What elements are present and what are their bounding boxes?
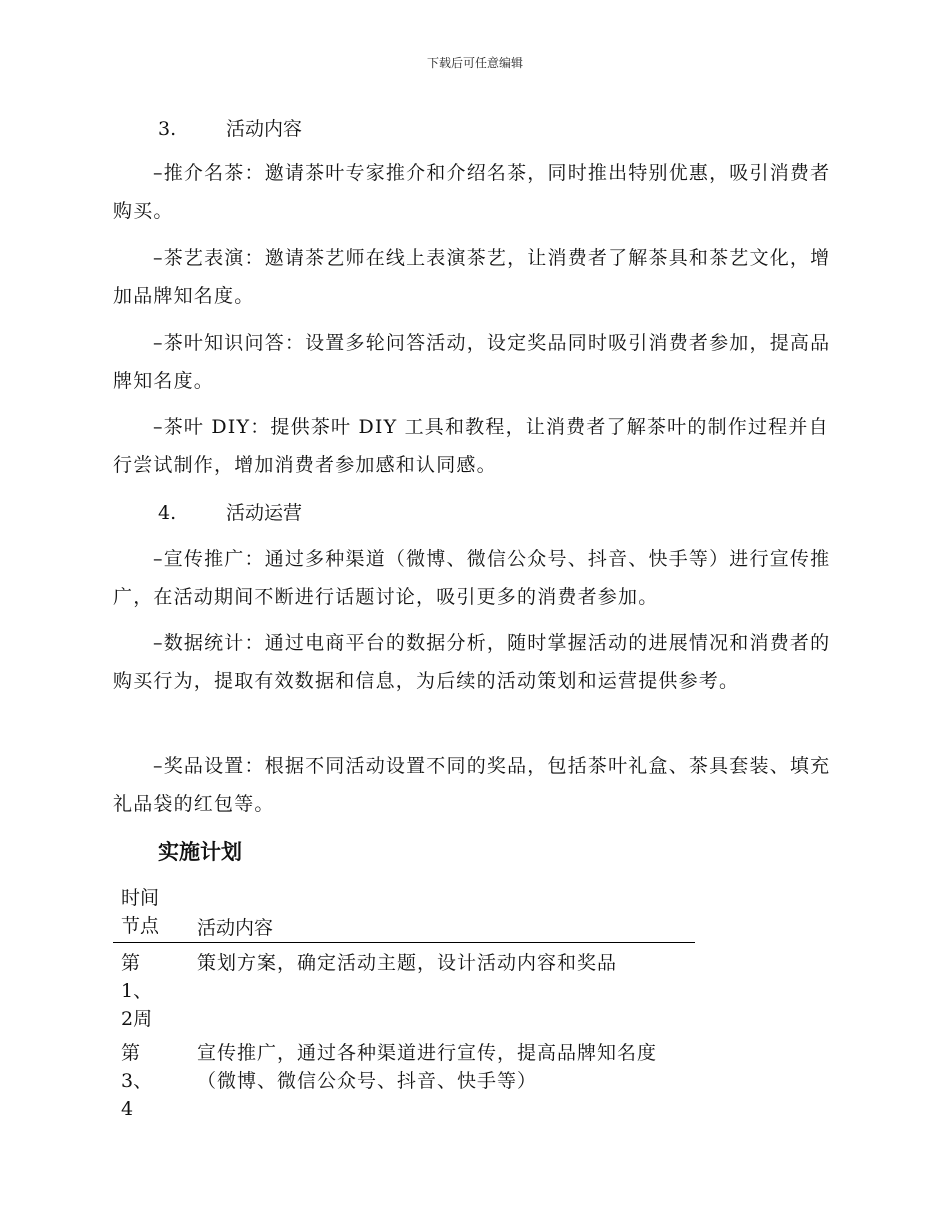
paragraph-tea-art: –茶艺表演：邀请茶艺师在线上表演茶艺，让消费者了解茶具和茶艺文化，增加品牌知名度。 [113, 247, 831, 307]
paragraph-data-stats: –数据统计：通过电商平台的数据分析，随时掌握活动的进展情况和消费者的购买行为，提取有效数据和信息，为后续的活动策划和运营提供参考。 [113, 632, 831, 692]
section-number: 4. [158, 502, 177, 524]
table-row [113, 1039, 695, 1120]
paragraph-tea-diy: –茶叶 DIY：提供茶叶 DIY 工具和教程，让消费者了解茶叶的制作过程并自行尝试制作，增加消费者参加感和认同感。 [113, 416, 829, 476]
row-content: 策划方案，确定活动主题，设计活动内容和奖品 [197, 952, 618, 974]
header-content: 活动内容 [197, 917, 274, 939]
section-heading-3 [158, 114, 302, 141]
row-time: 第3、4 [121, 1042, 153, 1120]
paragraph-tea-quiz: –茶叶知识问答：设置多轮问答活动，设定奖品同时吸引消费者参加，提高品牌知名度。 [113, 332, 831, 392]
paragraph-tea-recommend: –推介名茶：邀请茶叶专家推介和介绍名茶，同时推出特别优惠，吸引消费者购买。 [113, 162, 831, 222]
page-header: 下载后可任意编辑 [426, 56, 523, 70]
table-row [113, 949, 695, 1039]
paragraph-prizes: –奖品设置：根据不同活动设置不同的奖品，包括茶叶礼盒、茶具套装、填充礼品袋的红包等。 [113, 755, 831, 815]
plan-table [113, 884, 695, 1120]
section-heading-4 [158, 498, 302, 525]
row-content: 宣传推广，通过各种渠道进行宣传，提高品牌知名度（微博、微信公众号、抖音、快手等） [197, 1042, 658, 1092]
plan-title: 实施计划 [158, 839, 242, 864]
row-time: 第1、2周 [121, 952, 153, 1030]
section-number: 3. [158, 118, 177, 140]
header-time: 时间节点 [121, 887, 160, 937]
table-header [113, 884, 695, 943]
paragraph-promotion: –宣传推广：通过多种渠道（微博、微信公众号、抖音、快手等）进行宣传推广，在活动期间不断进行话题讨论，吸引更多的消费者参加。 [113, 548, 831, 608]
section-title: 活动内容 [226, 118, 303, 140]
section-title: 活动运营 [226, 502, 303, 524]
